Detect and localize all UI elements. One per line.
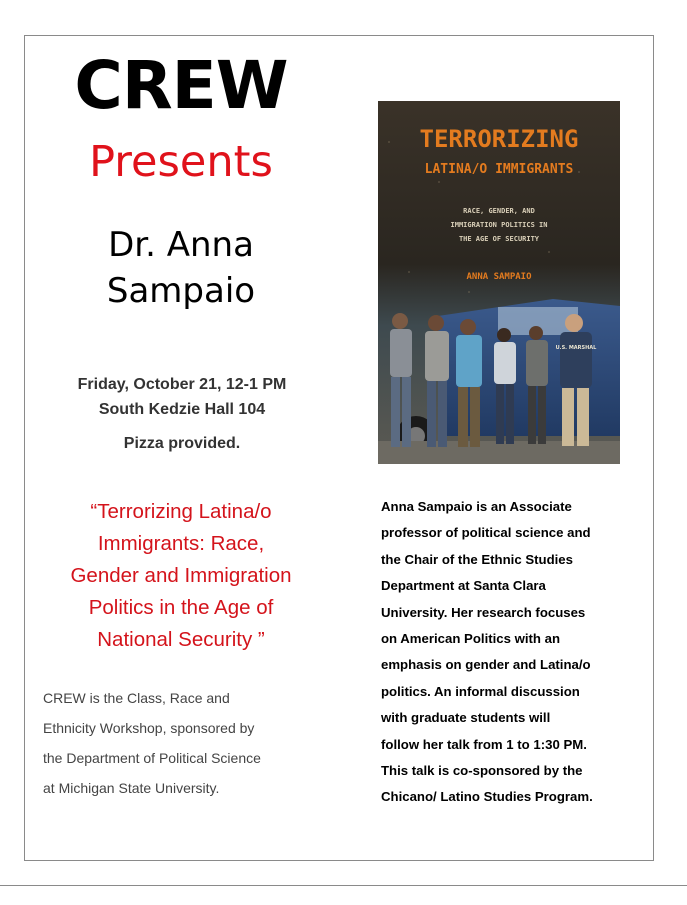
- bio-line: the Chair of the Ethnic Studies: [381, 551, 573, 567]
- bio-line: Anna Sampaio is an Associate: [381, 499, 572, 514]
- bio-line: emphasis on gender and Latina/o: [381, 657, 591, 673]
- bio-line: professor of political science and: [381, 525, 591, 541]
- talk-title-line: Politics in the Age of: [88, 596, 274, 619]
- bio-line: follow her talk from 1 to 1:30 PM.: [381, 736, 587, 752]
- presents-heading: Presents: [89, 137, 273, 187]
- event-flyer: [24, 35, 654, 861]
- cover-author: ANNA SAMPAIO: [466, 272, 532, 282]
- talk-title-line: National Security ”: [97, 628, 265, 651]
- event-details: [39, 372, 325, 456]
- crew-description-line: at Michigan State University.: [43, 780, 220, 796]
- cover-subtitle-3: THE AGE OF SECURITY: [458, 235, 540, 243]
- org-title: CREW: [74, 47, 288, 124]
- crew-description-line: Ethnicity Workshop, sponsored by: [43, 720, 255, 736]
- speaker-name-line: Sampaio: [106, 271, 256, 311]
- bio-line: Chicano/ Latino Studies Program.: [381, 789, 593, 805]
- event-date-time: Friday, October 21, 12-1 PM: [77, 376, 287, 393]
- crew-description: [43, 683, 315, 803]
- bio-line: with graduate students will: [381, 710, 551, 726]
- speaker-name-line: Dr. Anna: [108, 225, 254, 265]
- talk-title-line: “Terrorizing Latina/o: [90, 500, 272, 523]
- book-cover-art: [378, 101, 620, 464]
- talk-title-line: Gender and Immigration: [70, 564, 292, 587]
- bio-line: politics. An informal discussion: [381, 683, 580, 699]
- event-location: South Kedzie Hall 104: [98, 401, 266, 418]
- cover-title-1: TERRORIZING: [419, 125, 579, 153]
- page-bottom-rule: [0, 885, 687, 886]
- book-cover-image: [378, 101, 620, 464]
- speaker-name: [65, 222, 297, 314]
- speaker-bio: [381, 494, 639, 811]
- bio-line: Department at Santa Clara: [381, 578, 546, 594]
- cover-title-2: LATINA/O IMMIGRANTS: [424, 162, 574, 177]
- cover-subtitle-2: IMMIGRATION POLITICS IN: [450, 221, 548, 229]
- talk-title: [41, 496, 321, 656]
- vest-text: U.S. MARSHAL: [555, 345, 597, 351]
- cover-subtitle-1: RACE, GENDER, AND: [463, 207, 535, 215]
- bio-line: on American Politics with an: [381, 631, 561, 647]
- event-food-note: Pizza provided.: [123, 435, 241, 452]
- talk-title-line: Immigrants: Race,: [97, 532, 265, 555]
- bio-line: University. Her research focuses: [381, 604, 586, 620]
- crew-description-line: the Department of Political Science: [43, 750, 261, 766]
- crew-description-line: CREW is the Class, Race and: [43, 690, 230, 706]
- bio-line: This talk is co-sponsored by the: [381, 763, 583, 779]
